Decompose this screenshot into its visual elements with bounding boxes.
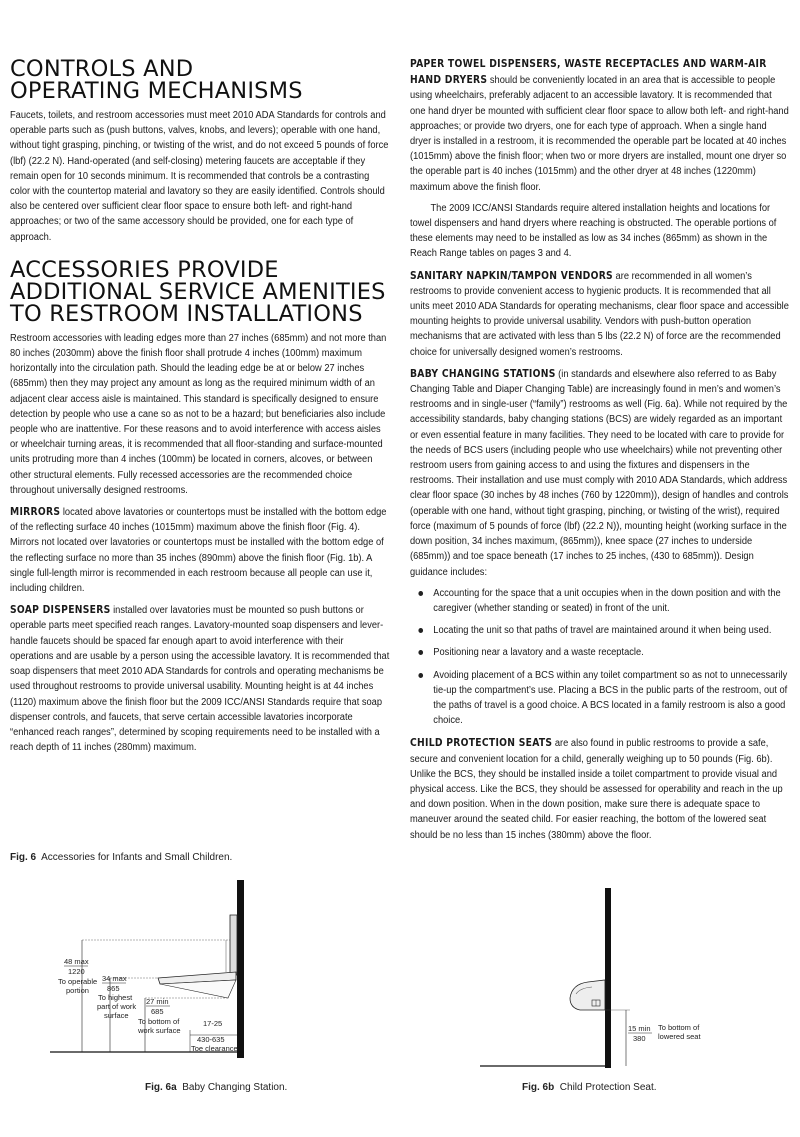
svg-text:lowered seat: lowered seat xyxy=(658,1032,701,1041)
dim-17-25: 17-25 xyxy=(203,1019,223,1028)
baby-changing-heading: BABY CHANGING STATIONS xyxy=(410,366,556,380)
list-item: Accounting for the space that a unit occupies when in the down position and with the caregiver (whether standing or seated) in front of the unit. xyxy=(424,586,798,616)
mirrors-heading: MIRRORS xyxy=(10,505,61,519)
svg-text:part of work: part of work xyxy=(97,1002,137,1011)
heading-accessories: ACCESSORIES PROVIDE ADDITIONAL SERVICE AMENITIES TO RESTROOM INSTALLATIONS xyxy=(10,256,386,327)
fig6-caption: Fig. 6 Accessories for Infants and Small Children. xyxy=(10,852,233,863)
svg-text:work surface: work surface xyxy=(138,1026,181,1035)
dim-27-min: 27 min xyxy=(146,997,169,1006)
child-protection-seat-diagram xyxy=(480,888,730,1068)
right-column xyxy=(410,50,790,849)
svg-text:685: 685 xyxy=(151,1007,164,1016)
paragraph-accessories: Restroom accessories with leading edges more than 27 inches (685mm) and not more than 80 inches (2030mm) above the finish floor shall protrude 4 inches (100mm) maximum horizontally into the circulation path. Should the leading edge be at or below 27 inches (685mm) then they may project any amount as long as the required minimum width of an adjacent clear access aisle is maintained. This standard is specifically designed to ensure detection by people who use a cane so as not to be a hazard; but beneficiaries also include people who are inattentive. For these reasons and to avoid interference with access aisles or wheelchair turning areas, it is recommended that all floor-standing and surface-mounted units protruding more than 4 inches (100mm) be located in corners, alcoves, or between other structural elements. Fully recessed accessories are the recommended choice throughout universally designed restrooms. xyxy=(10,332,387,496)
paragraph-baby-changing: BABY CHANGING STATIONS (in standards and elsewhere also referred to as Baby Changing Table and Diaper Changing Table) are increasingly found in men’s and women’s restrooms and in single-user (“family”) restrooms as well (Fig. 6a). While not required by the accessibility standards, baby changing stations (BCS) are widely regarded as an important or even essential feature in many facilities. They need to be located with care to provide for the needs of BCS users (including people who use wheelchairs) while not preventing other restroom users from gaining access to and using the fixtures and dispensers in the restrooms. Their installation and use must comply with 2010 ADA Standards, which address clear floor space (30 inches by 48 inches (760 by 1220mm)), design of handles and controls (operable with one hand, without tight grasping, pinching, or twisting of the wrist), required force (maximum of 5 pounds of force (lbf) (22.2 N)), mounting height (working surface in the down position, 34 inches maximum, (865mm)), knee space (27 inches to underside (685mm)) and toe space beneath (17 inches to 25 inches, (430 to 685mm)). Design guidance includes: xyxy=(410,366,789,578)
svg-text:portion: portion xyxy=(66,986,89,995)
svg-text:865: 865 xyxy=(107,984,120,993)
fig6b-caption: Fig. 6b Child Protection Seat. xyxy=(522,1082,657,1093)
svg-text:To bottom of: To bottom of xyxy=(138,1017,180,1026)
svg-text:Toe clearance: Toe clearance xyxy=(191,1044,238,1053)
paragraph-soap: SOAP DISPENSERS installed over lavatories must be mounted so push buttons or operable parts meet specified reach ranges. Lavatory-mounted soap dispensers and lever-handle faucets should be spaced far enough apart to avoid interference with their operations and are usable by a person using the accessible lavatory. It is recommended that soap dispensers that meet 2010 ADA Standards for controls and operating mechanisms be used throughout restrooms to provide universal usability. Mounting height is at 44 inches (1120) maximum above the finish floor but the 2009 ICC/ANSI Standards require that soap dispenser controls, and faucets, that serve certain accessible lavatories incorporate “enhanced reach ranges”, determined by scoping requirements need to be installed with a reach depth of 11 inches (280mm) maximum. xyxy=(10,603,390,754)
svg-text:380: 380 xyxy=(633,1034,646,1043)
list-item: Positioning near a lavatory and a waste receptacle. xyxy=(424,645,798,660)
heading-controls: CONTROLS AND OPERATING MECHANISMS xyxy=(10,56,303,104)
list-item: Avoiding placement of a BCS within any toilet compartment so as not to unnecessarily tie-up the compartment’s use. Placing a BCS in the public parts of the restroom, out of the paths of travel is a good choice. A BCS located in a family restroom is also a good choice. xyxy=(424,668,798,729)
left-column xyxy=(10,50,390,761)
dim-34-max: 34 max xyxy=(102,974,127,983)
guidance-list xyxy=(424,586,790,729)
svg-text:To highest: To highest xyxy=(98,993,133,1002)
fig6a-caption: Fig. 6a Baby Changing Station. xyxy=(145,1082,288,1093)
dim-15-min: 15 min xyxy=(628,1024,651,1033)
list-item: Locating the unit so that paths of travel are maintained around it when being used. xyxy=(424,623,798,638)
svg-text:To bottom of: To bottom of xyxy=(658,1023,700,1032)
child-seat-heading: CHILD PROTECTION SEATS xyxy=(410,736,553,750)
paragraph-2009-standards: The 2009 ICC/ANSI Standards require altered installation heights and locations for towel dispensers and hand dryers where reaching is obstructed. The operable portions of these elements may need to be installed as low as 34 inches (865mm) as shown in the Reach Range tables on pages 3 and 4. xyxy=(410,202,777,260)
paper-towel-heading: PAPER TOWEL DISPENSERS, WASTE RECEPTACLES AND WARM-AIR HAND DRYERS xyxy=(410,57,767,87)
paragraph-napkin: SANITARY NAPKIN/TAMPON VENDORS are recommended in all women’s restrooms to provide convenient access to hygienic products. It is recommended that all units meet 2010 ADA Standards for operating mechanisms, clear floor space and accessible mounting heights to provide universal usability. Vendors with push-button operation mechanisms that are activated with less than 5 lbs (22.2 N) of force are the recommended choice for universally designed women’s restrooms. xyxy=(410,268,789,358)
soap-heading: SOAP DISPENSERS xyxy=(10,603,111,617)
svg-text:surface: surface xyxy=(104,1011,129,1020)
paragraph-controls: Faucets, toilets, and restroom accessories must meet 2010 ADA Standards for controls and operable parts such as (push buttons, valves, knobs, and levers); operable with one hand, without tight grasping, pinching, or twisting of the wrist, and do not exceed 5 pounds of force (lbf) (22.2 N). Hand-operated (and self-closing) metering faucets are acceptable if they remain open for 10 seconds minimum. It is recommended that controls be a contrasting color with the countertop material and lavatory so they are easily identified. Controls should also be centered over sufficient clear floor space to ensure both left- and right-hand approaches; or two of the same accessory should be provided, one for each type of approach. xyxy=(10,110,389,243)
paragraph-mirrors: MIRRORS located above lavatories or countertops must be installed with the bottom edge of the reflecting surface 40 inches (1015mm) maximum above the finish floor (Fig. 4). Mirrors not located over lavatories or countertops must be installed with the bottom edge of the reflecting surface no more than 35 inches (890mm) above the finish floor (Fig. 1b). A single full-length mirror is recommended in each restroom because all people can use it, including children. xyxy=(10,505,387,595)
svg-text:430-635: 430-635 xyxy=(197,1035,225,1044)
svg-text:1220: 1220 xyxy=(68,967,85,976)
paragraph-paper-towel: PAPER TOWEL DISPENSERS, WASTE RECEPTACLES AND WARM-AIR HAND DRYERS should be conveniently located in an area that is accessible to people using wheelchairs, preferably adjacent to an accessible lavatory. It is recommended that one hand dryer be mounted with sufficient clear floor space to allow both left- and right-hand approaches; or provide two dryers, one for each type of approach. When a single hand dryer is installed in a restroom, it is recommended the operable part be located at 40 inches (1015mm) above the finish floor; when two or more dryers are installed, mount one dryer so the operable part is 40 inches (1015mm) and the other dryer at 48 inches (1220mm) maximum above the finish floor. xyxy=(410,57,789,193)
svg-text:To operable: To operable xyxy=(58,977,98,986)
baby-changing-station-diagram xyxy=(50,880,260,1060)
dim-48-max: 48 max xyxy=(64,957,89,966)
paragraph-child-seat: CHILD PROTECTION SEATS are also found in public restrooms to provide a safe, secure and convenient location for a child, generally weighing up to 50 pounds (Fig. 6b). Unlike the BCS, they should be installed inside a toilet compartment to provide visual and physical access. Like the BCS, they should be assessed for operability and reach in the up and down position. When in the down position, make sure there is adequate space to maneuver around the seated child. For easier reaching, the bottom of the lowered seat should be no less than 15 inches (380mm) above the floor. xyxy=(410,736,783,841)
napkin-heading: SANITARY NAPKIN/TAMPON VENDORS xyxy=(410,268,613,282)
